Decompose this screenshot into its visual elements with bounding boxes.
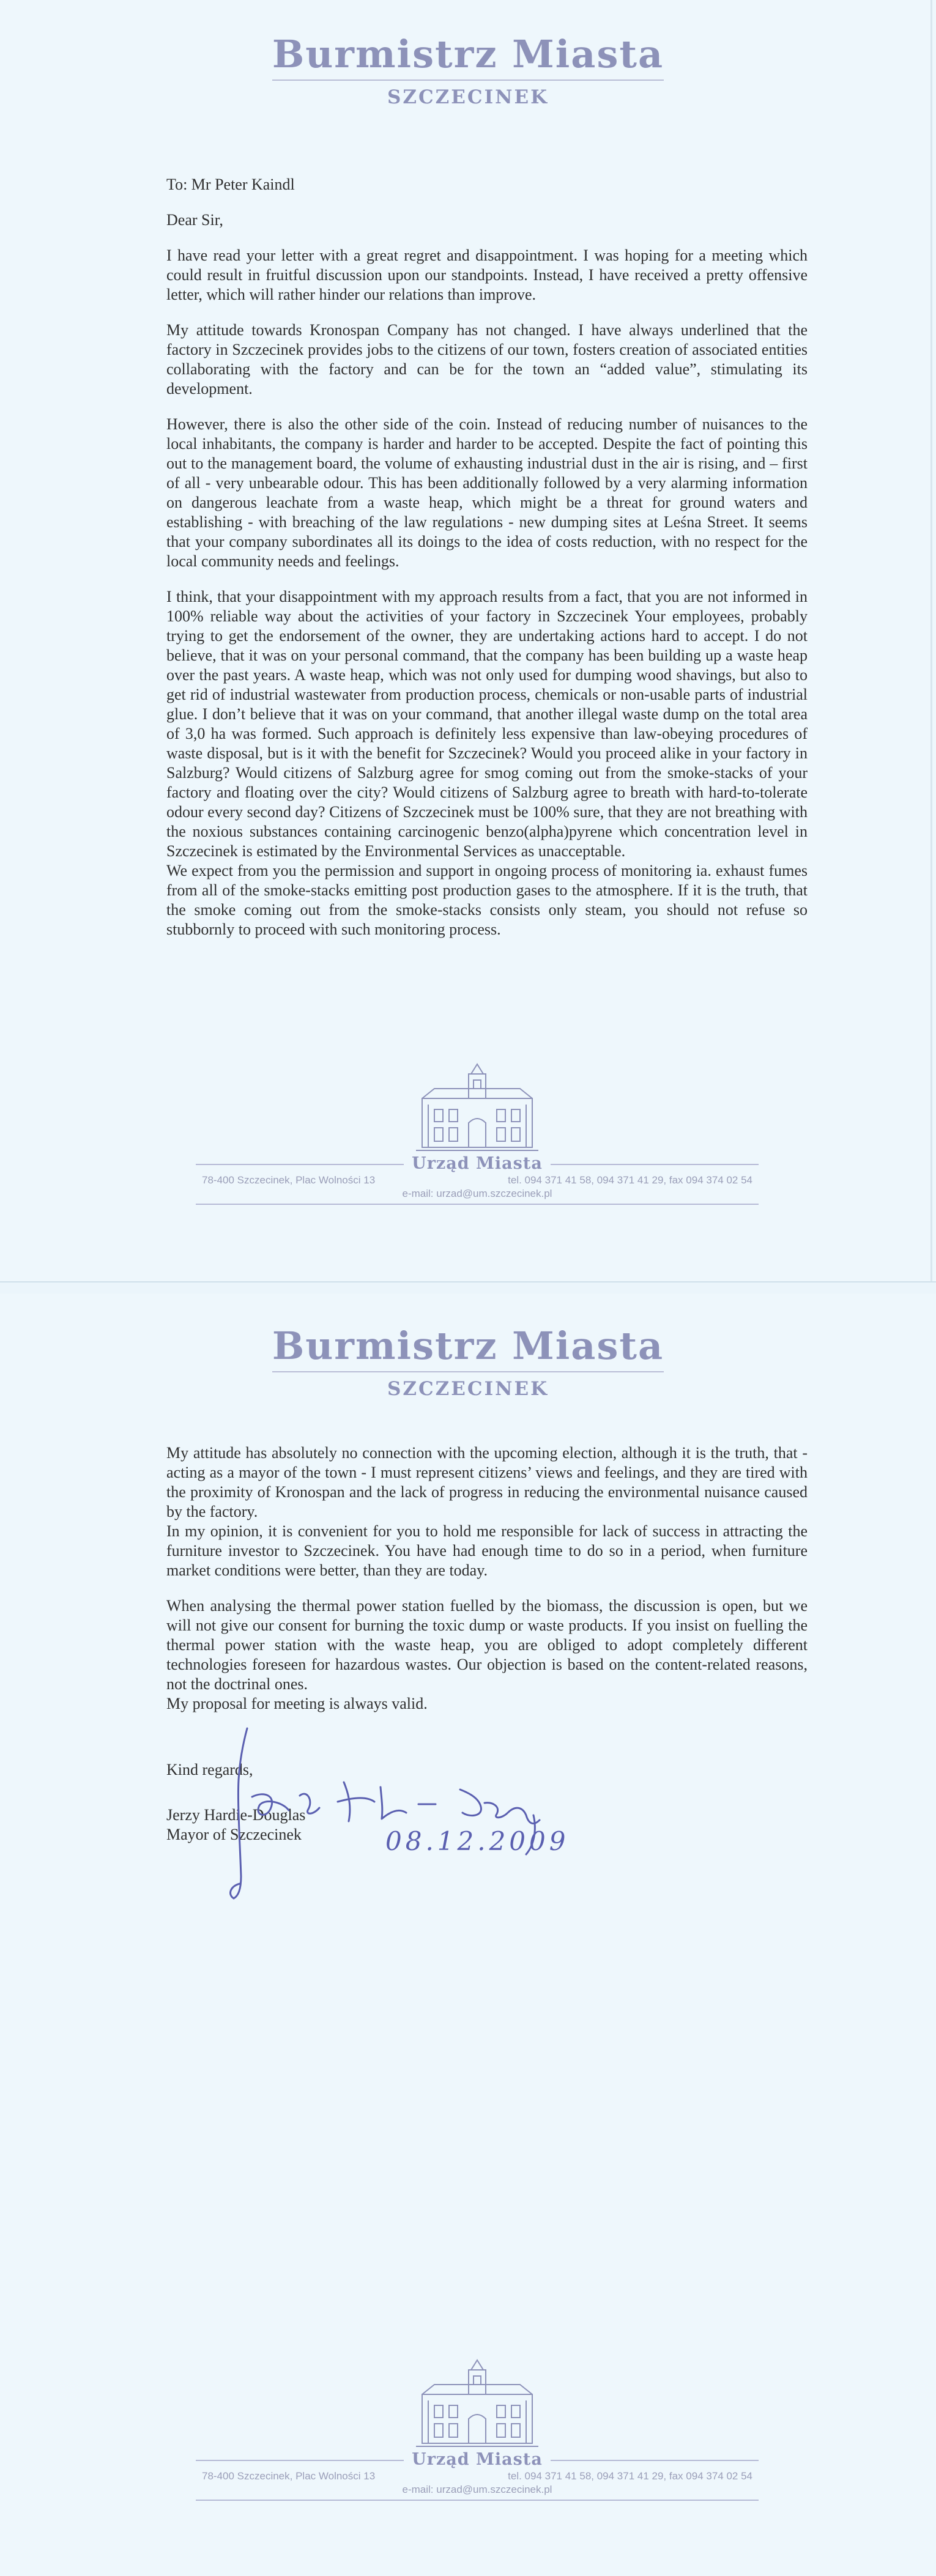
paragraph: However, there is also the other side of the coin. Instead of reducing number of nuisances to the local inhabitants, the company is harder and harder to be accepted. Despite the fact of pointing this out to the management board, the volume of exhausting industrial dust in the air is rising, and – first of all - very unbearable odour. This has been additionally followed by a very alarming information on dangerous leachate from a waste heap, which might be a threat for ground waters and establishing - with breaching of the law regulations - new dumping sites at Leśna Street. It seems that your company subordinates all its doings to the idea of costs reduction, with no respect for the local community needs and feelings.: [166, 415, 808, 570]
signatory-title: Mayor of Szczecinek: [166, 1826, 302, 1843]
letterhead-subtitle: SZCZECINEK: [387, 1378, 549, 1400]
signatory-name: Jerzy Hardie-Douglas: [166, 1806, 306, 1824]
handwritten-signature-icon: [191, 1723, 631, 1919]
office-name: Urząd Miasta: [412, 2450, 543, 2469]
handwritten-date: 08.12.2009: [385, 1826, 570, 1856]
town-hall-logo-icon: [410, 2358, 544, 2449]
office-phones: tel. 094 371 41 58, 094 371 41 29, fax 094 374 02 54: [508, 1174, 752, 1186]
paragraph: My attitude has absolutely no connection with the upcoming election, although it is the truth, that - acting as a mayor of the town - I must represent citizens’ views and feelings, and they are tired with the proximity of Kronospan and the lack of progress in reducing the environmental nuisance caused by the factory.: [166, 1444, 808, 1520]
office-phones: tel. 094 371 41 58, 094 371 41 29, fax 094 374 02 54: [508, 2470, 752, 2482]
letter-body-page-1: [166, 175, 808, 955]
office-name: Urząd Miasta: [412, 1154, 543, 1173]
page-edge: [930, 0, 932, 1281]
letterhead-rule: [272, 80, 664, 81]
office-address: 78-400 Szczecinek, Plac Wolności 13: [202, 1174, 376, 1186]
signature-block: [166, 1760, 778, 1919]
footer: [196, 1062, 759, 1205]
salutation: Dear Sir,: [166, 211, 223, 229]
paragraph: When analysing the thermal power station fuelled by the biomass, the discussion is open, but we will not give our consent for burning the toxic dump or waste products. If you insist on fuelling the thermal power station with the waste heap, you are obliged to adopt completely different technologies foreseen for hazardous wastes. Our objection is based on the content-related reasons, not the doctrinal ones.: [166, 1597, 808, 1693]
letterhead-title: Burmistrz Miasta: [272, 1323, 664, 1368]
letter-page-1: [0, 0, 936, 1282]
office-email: e-mail: urzad@um.szczecinek.pl: [402, 1188, 552, 1199]
footer-rule: [196, 1204, 759, 1205]
paragraph: In my opinion, it is convenient for you to hold me responsible for lack of success in attracting the furniture investor to Szczecinek. You have had enough time to do so in a period, when furniture market conditions were better, than they are today.: [166, 1522, 808, 1579]
office-email: e-mail: urzad@um.szczecinek.pl: [402, 2484, 552, 2495]
footer: [196, 2358, 759, 2501]
letterhead-subtitle: SZCZECINEK: [387, 86, 549, 108]
closing: Kind regards,: [166, 1761, 253, 1778]
letterhead: [0, 1323, 936, 1400]
letterhead-title: Burmistrz Miasta: [272, 32, 664, 76]
paragraph: My proposal for meeting is always valid.: [166, 1695, 428, 1712]
footer-rule: [196, 2500, 759, 2501]
paragraph: I think, that your disappointment with my approach results from a fact, that you are not informed in 100% reliable way about the activities of your factory in Szczecinek Your employees, probably trying to get the endorsement of the owner, they are undertaking actions hard to accept. I do not believe, that it was on your personal command, that the company has been building up a waste heap over the past years. A waste heap, which was not only used for dumping wood shavings, but also to get rid of industrial wastewater from production process, chemicals or non-usable parts of industrial glue. I don’t believe that it was on your command, that another illegal waste dump on the total area of 3,0 ha was formed. Such approach is definitely less expensive than law-obeying procedures of waste disposal, but is it with the benefit for Szczecinek? Would you proceed alike in your factory in Salzburg? Would citizens of Salzburg agree for smog coming out from the smoke-stacks of your factory and floating over the city? Would citizens of Salzburg agree to breath with hard-to-tolerate odour every second day? Citizens of Szczecinek must be 100% sure, that they are not breathing with the noxious substances containing carcinogenic benzo(alpha)pyrene which concentration level in Szczecinek is estimated by the Environmental Services as unacceptable.: [166, 588, 808, 860]
letter-body-page-2: [166, 1443, 808, 1730]
letterhead: [0, 32, 936, 108]
office-address: 78-400 Szczecinek, Plac Wolności 13: [202, 2470, 376, 2482]
paragraph: My attitude towards Kronospan Company has not changed. I have always underlined that the factory in Szczecinek provides jobs to the citizens of our town, fosters creation of associated entities collaborating with the factory and can be for the town an “added value”, stimulating its development.: [166, 321, 808, 398]
town-hall-logo-icon: [410, 1062, 544, 1153]
recipient-line: To: Mr Peter Kaindl: [166, 176, 295, 193]
paragraph: We expect from you the permission and support in ongoing process of monitoring ia. exhaust fumes from all of the smoke-stacks emitting post production gases to the atmosphere. If it is the truth, that the smoke coming out from the smoke-stacks consists only steam, you should not refuse so stubbornly to proceed with such monitoring process.: [166, 862, 808, 938]
letter-page-2: [0, 1294, 936, 2576]
letterhead-rule: [272, 1371, 664, 1372]
paragraph: I have read your letter with a great regret and disappointment. I was hoping for a meeting which could result in fruitful discussion upon our standpoints. Instead, I have received a pretty offensive letter, which will rather hinder our relations than improve.: [166, 246, 808, 303]
